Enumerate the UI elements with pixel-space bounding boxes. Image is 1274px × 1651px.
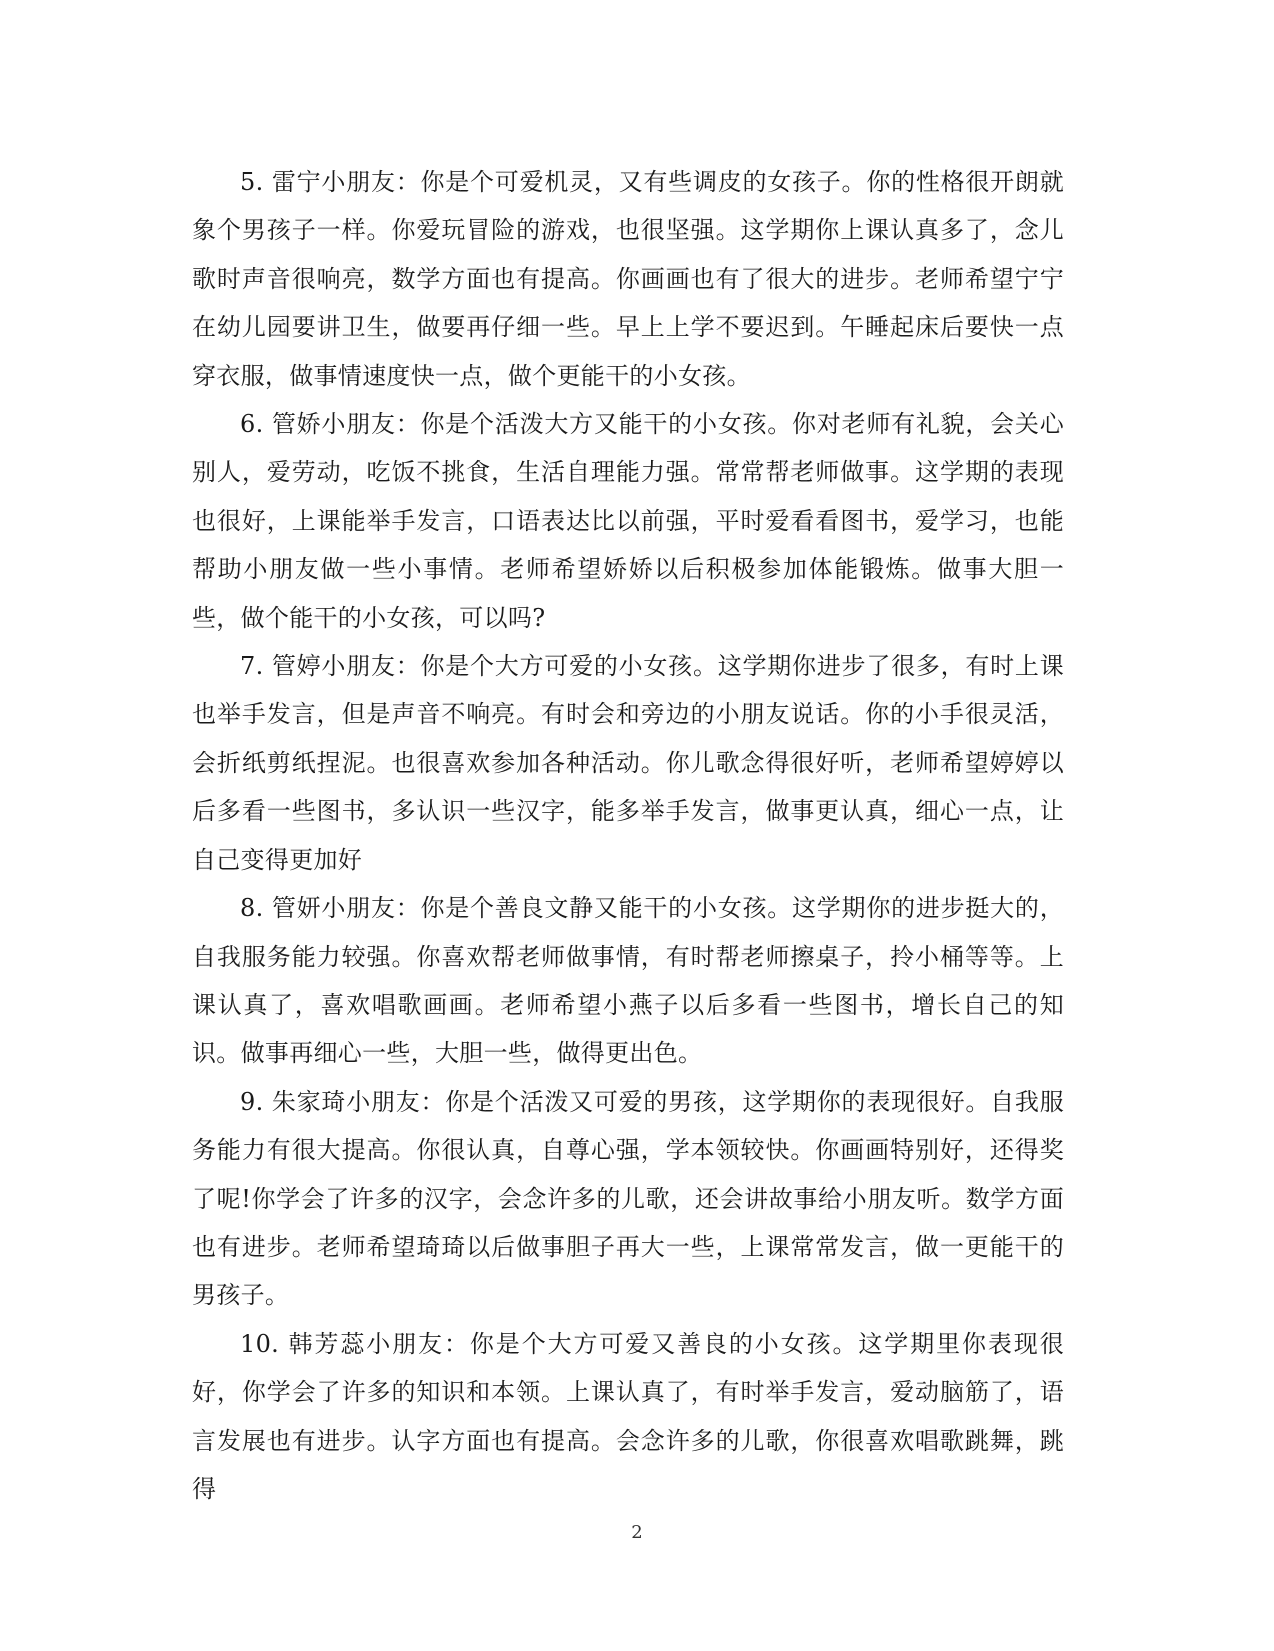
- paragraph-7: 7. 管婷小朋友：你是个大方可爱的小女孩。这学期你进步了很多，有时上课也举手发言，但是声音不响亮。有时会和旁边的小朋友说话。你的小手很灵活，会折纸剪纸捏泥。也很喜欢参加各种活动。你儿歌念得很好听，老师希望婷婷以后多看一些图书，多认识一些汉字，能多举手发言，做事更认真，细心一点，让自己变得更加好: [192, 652, 1064, 874]
- page-number: 2: [631, 1522, 643, 1543]
- paragraph-6: 6. 管娇小朋友：你是个活泼大方又能干的小女孩。你对老师有礼貌，会关心别人，爱劳动，吃饭不挑食，生活自理能力强。常常帮老师做事。这学期的表现也很好，上课能举手发言，口语表达比以前强，平时爱看看图书，爱学习，也能帮助小朋友做一些小事情。老师希望娇娇以后积极参加体能锻炼。做事大胆一些，做个能干的小女孩，可以吗?: [192, 410, 1064, 632]
- document-body: [192, 158, 1064, 1513]
- paragraph-5: 5. 雷宁小朋友：你是个可爱机灵，又有些调皮的女孩子。你的性格很开朗就象个男孩子一样。你爱玩冒险的游戏，也很坚强。这学期你上课认真多了，念儿歌时声音很响亮，数学方面也有提高。你画画也有了很大的进步。老师希望宁宁在幼儿园要讲卫生，做要再仔细一些。早上上学不要迟到。午睡起床后要快一点穿衣服，做事情速度快一点，做个更能干的小女孩。: [192, 168, 1064, 390]
- paragraph-9: 9. 朱家琦小朋友：你是个活泼又可爱的男孩，这学期你的表现很好。自我服务能力有很大提高。你很认真，自尊心强，学本领较快。你画画特别好，还得奖了呢!你学会了许多的汉字，会念许多的儿歌，还会讲故事给小朋友听。数学方面也有进步。老师希望琦琦以后做事胆子再大一些，上课常常发言，做一更能干的男孩子。: [192, 1087, 1064, 1310]
- paragraph-8: 8. 管妍小朋友：你是个善良文静又能干的小女孩。这学期你的进步挺大的，自我服务能力较强。你喜欢帮老师做事情，有时帮老师擦桌子，拎小桶等等。上课认真了，喜欢唱歌画画。老师希望小燕子以后多看一些图书，增长自己的知识。做事再细心一些，大胆一些，做得更出色。: [192, 894, 1064, 1068]
- paragraph-10: 10. 韩芳蕊小朋友：你是个大方可爱又善良的小女孩。这学期里你表现很好，你学会了许多的知识和本领。上课认真了，有时举手发言，爱动脑筋了，语言发展也有进步。认字方面也有提高。会念许多的儿歌，你很喜欢唱歌跳舞，跳得: [192, 1329, 1064, 1503]
